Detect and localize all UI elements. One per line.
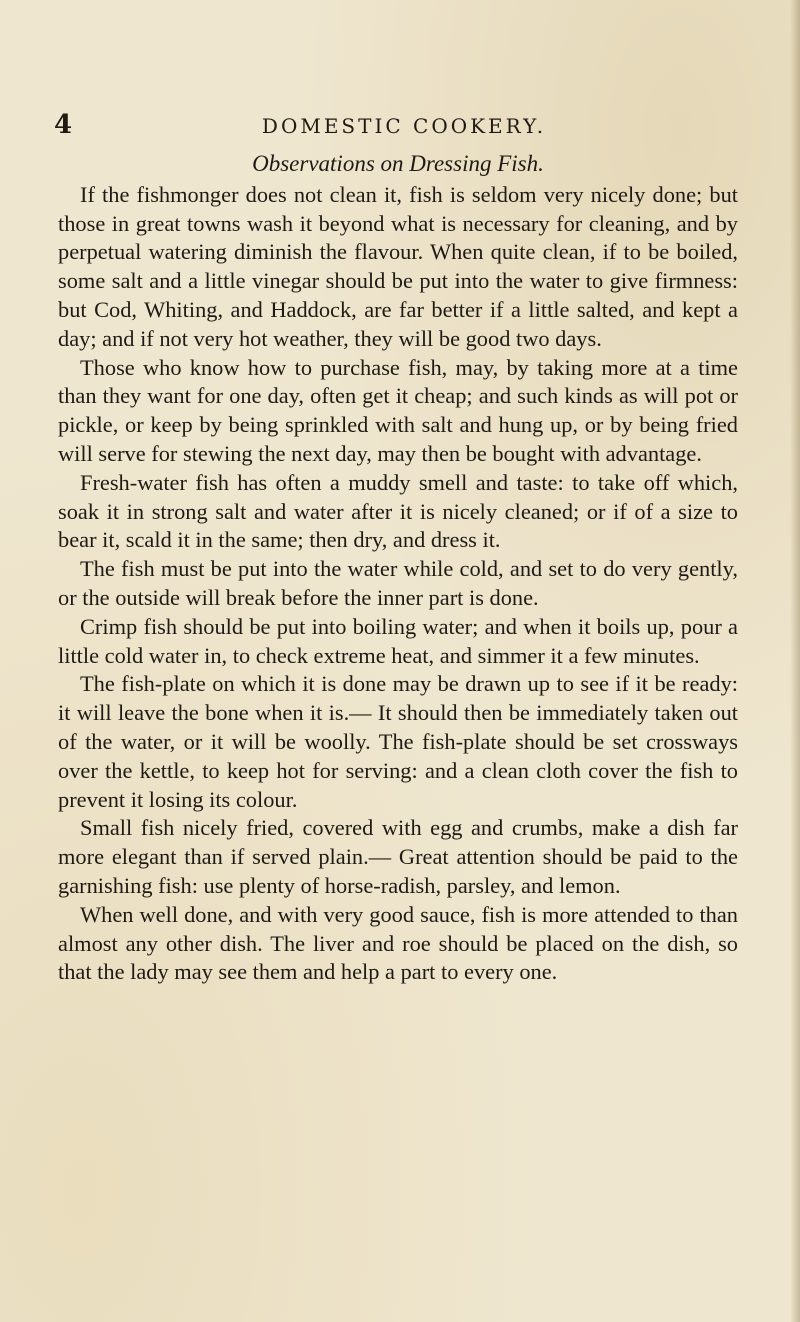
paragraph: When well done, and with very good sauce, fish is more attended to than almost any other dish. The liver and roe should be placed on the dish, so that the lady may see them and help a part to every one. bbox=[58, 901, 738, 985]
section-title: Observations on Dressing Fish. bbox=[252, 151, 544, 176]
paragraph: Those who know how to purchase fish, may, by taking more at a time than they want for one day, often get it cheap; and such kinds as will pot or pickle, or keep by being sprinkled with salt and hung up, or by being fried will serve for stewing the next day, may then be bought with advantage. bbox=[58, 354, 738, 466]
page-header bbox=[54, 110, 754, 144]
page-number: 4 bbox=[54, 110, 73, 140]
paragraph: The fish must be put into the water while cold, and set to do very gently, or the outside will break before the inner part is done. bbox=[58, 556, 738, 610]
paragraph: Crimp fish should be put into boiling water; and when it boils up, pour a little cold water in, to check extreme heat, and simmer it a few minutes. bbox=[58, 613, 738, 668]
paragraph: Fresh-water fish has often a muddy smell and taste: to take off which, soak it in strong salt and water after it is nicely cleaned; or if of a size to bear it, scald it in the same; then dry, and dress it. bbox=[58, 469, 738, 553]
paragraph: The fish-plate on which it is done may be drawn up to see if it be ready: it will leave the bone when it is.— It should then be immediately taken out of the water, or it will be woolly. The fish-plate should be set crossways over the kettle, to keep hot for serving: and a clean cloth cover the fish to prevent it losing its colour. bbox=[58, 671, 738, 812]
page-edge-shadow bbox=[790, 0, 800, 1322]
paragraph: If the fishmonger does not clean it, fish is seldom very nicely done; but those in great towns wash it beyond what is necessary for cleaning, and by perpetual watering diminish the flavour. When quite clean, if to be boiled, some salt and a little vinegar should be put into the water to give firmness: but Cod, Whiting, and Haddock, are far better if a little salted, and kept a day; and if not very hot weather, they will be good two days. bbox=[58, 181, 738, 351]
body-text bbox=[58, 150, 738, 987]
paragraph: Small fish nicely fried, covered with egg and crumbs, make a dish far more elegant than if served plain.— Great attention should be paid to the garnishing fish: use plenty of horse-radish, parsley, and lemon. bbox=[58, 815, 738, 898]
running-title: DOMESTIC COOKERY. bbox=[261, 114, 547, 138]
